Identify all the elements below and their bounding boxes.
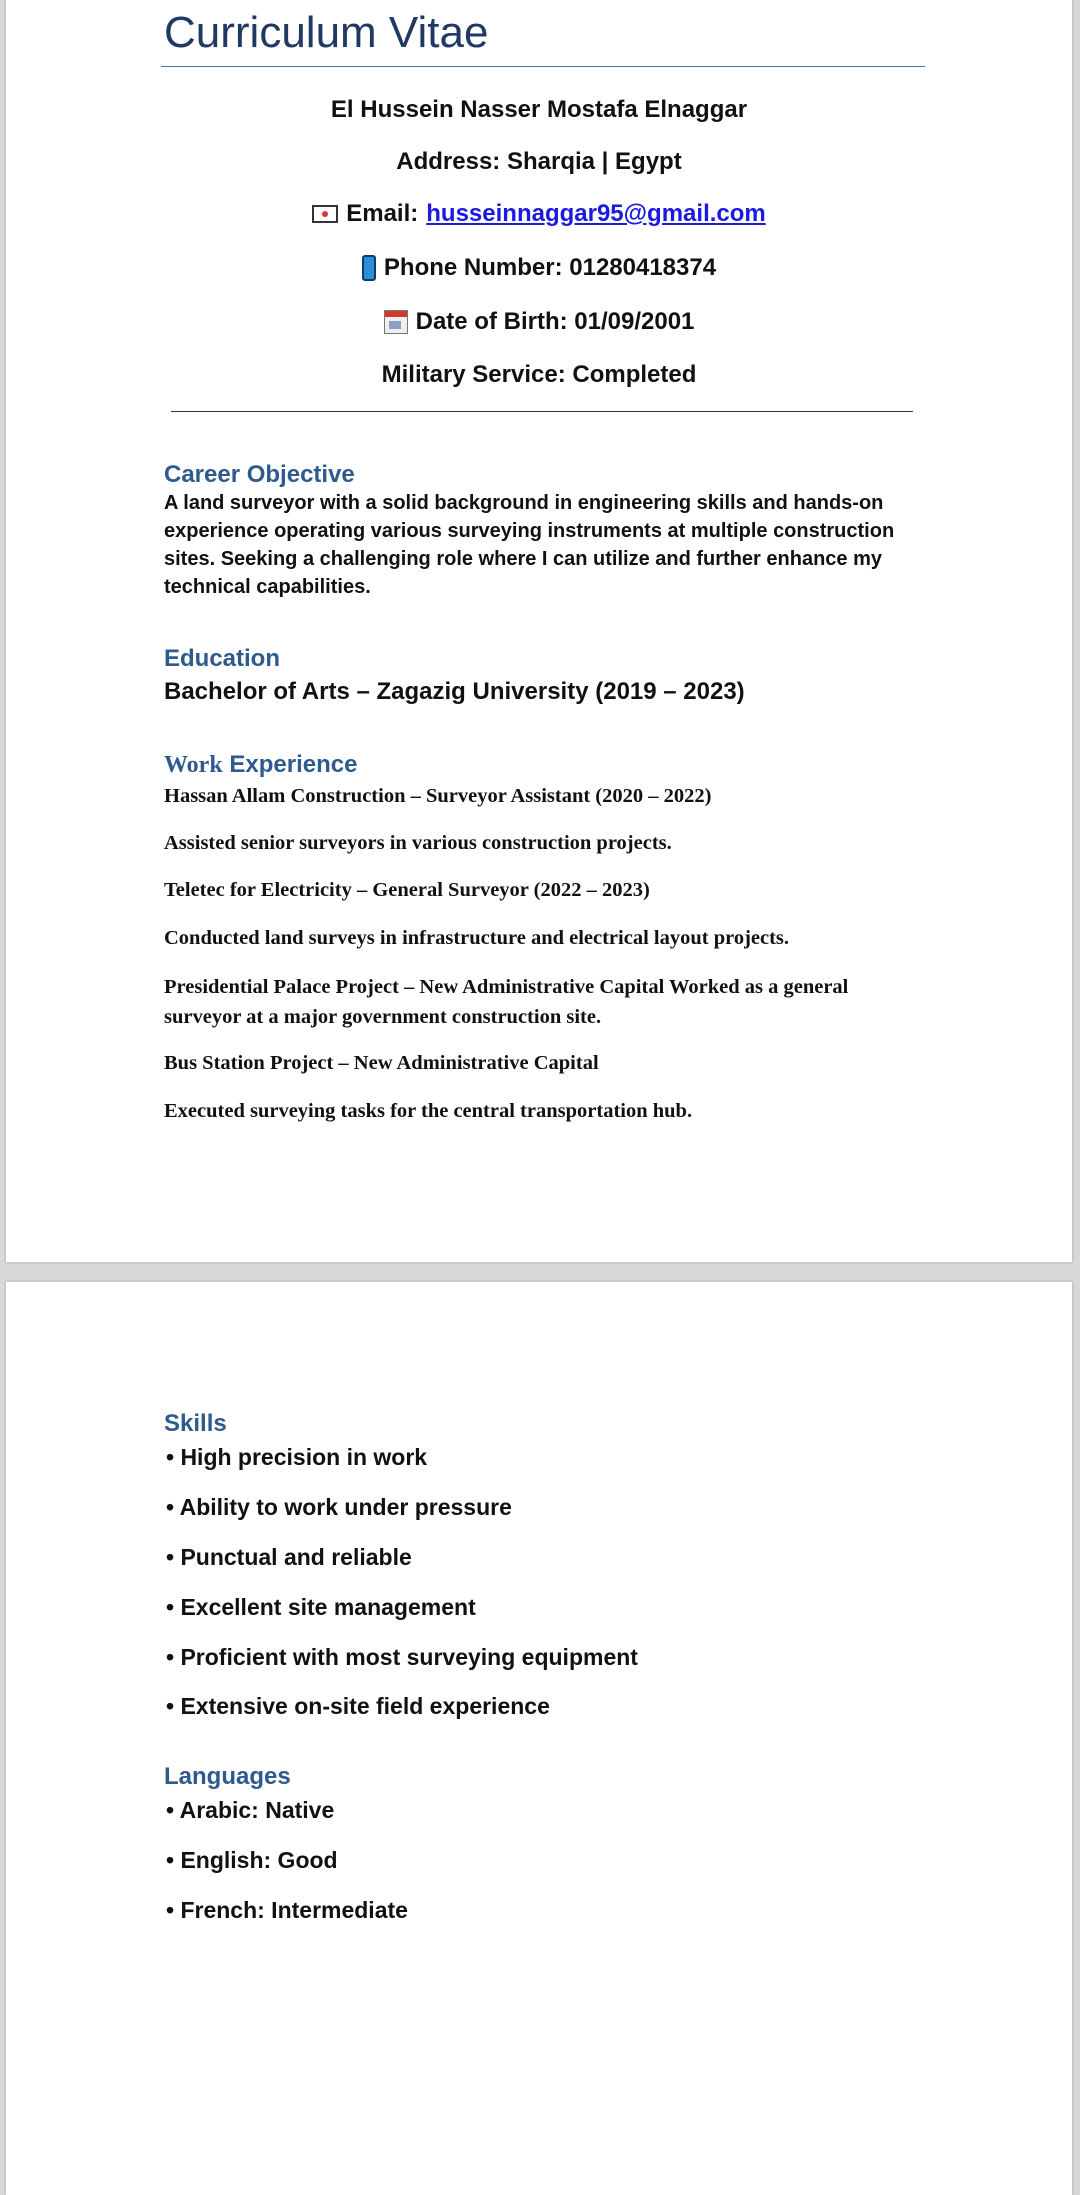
address-line: Address: Sharqia | Egypt (396, 148, 682, 175)
calendar-icon (384, 310, 408, 334)
cv-page-1 (6, 0, 1072, 1262)
email-line (6, 200, 1072, 230)
language-item: • English: Good (166, 1847, 338, 1873)
skill-item: • Punctual and reliable (166, 1544, 412, 1570)
education-degree: Bachelor of Arts – Zagazig University (2019 – 2023) (164, 678, 745, 705)
title-underline (161, 66, 925, 67)
language-item: • Arabic: Native (166, 1797, 335, 1823)
work-item: Presidential Palace Project – New Administrative Capital Worked as a general surveyor at a major government construction site. (164, 976, 849, 1028)
language-item: • French: Intermediate (166, 1897, 408, 1923)
career-text: A land surveyor with a solid background in engineering skills and hands-on experience operating various surveying instruments at multiple construction sites. Seeking a challenging role where I can utilize and further enhance my technical capabilities. (164, 492, 895, 598)
header-separator (171, 411, 913, 412)
work-item: Teletec for Electricity – General Surveyor (2022 – 2023) (164, 879, 650, 901)
career-heading: Career Objective (164, 461, 355, 488)
education-heading: Education (164, 645, 281, 672)
skills-heading: Skills (164, 1410, 227, 1437)
work-item: Executed surveying tasks for the central transportation hub. (164, 1100, 693, 1122)
military-line: Military Service: Completed (381, 361, 697, 388)
phone-text: Phone Number: 01280418374 (383, 254, 717, 281)
mail-icon (312, 205, 338, 223)
phone-line (6, 254, 1072, 288)
dob-text: Date of Birth: 01/09/2001 (415, 308, 695, 335)
phone-icon (362, 255, 376, 281)
skill-item: • Excellent site management (166, 1594, 476, 1620)
email-link[interactable]: husseinnaggar95@gmail.com (426, 200, 766, 227)
email-label: Email: (346, 200, 419, 227)
work-item: Hassan Allam Construction – Surveyor Assistant (2020 – 2022) (164, 785, 712, 807)
full-name: El Hussein Nasser Mostafa Elnaggar (330, 96, 748, 123)
skill-item: • High precision in work (166, 1444, 428, 1470)
dob-line (6, 308, 1072, 341)
work-item: Assisted senior surveyors in various construction projects. (164, 832, 672, 854)
skill-item: • Extensive on-site field experience (166, 1693, 550, 1719)
work-heading-word2: Experience (229, 751, 358, 778)
skill-item: • Proficient with most surveying equipment (166, 1644, 638, 1670)
work-heading (164, 751, 357, 779)
work-item: Conducted land surveys in infrastructure and electrical layout projects. (164, 927, 790, 949)
document-title: Curriculum Vitae (164, 8, 489, 57)
skill-item: • Ability to work under pressure (166, 1494, 512, 1520)
work-heading-word1: Work (164, 752, 223, 778)
work-item: Bus Station Project – New Administrative Capital (164, 1052, 599, 1074)
languages-heading: Languages (164, 1763, 291, 1790)
cv-page-2 (6, 1282, 1072, 2195)
